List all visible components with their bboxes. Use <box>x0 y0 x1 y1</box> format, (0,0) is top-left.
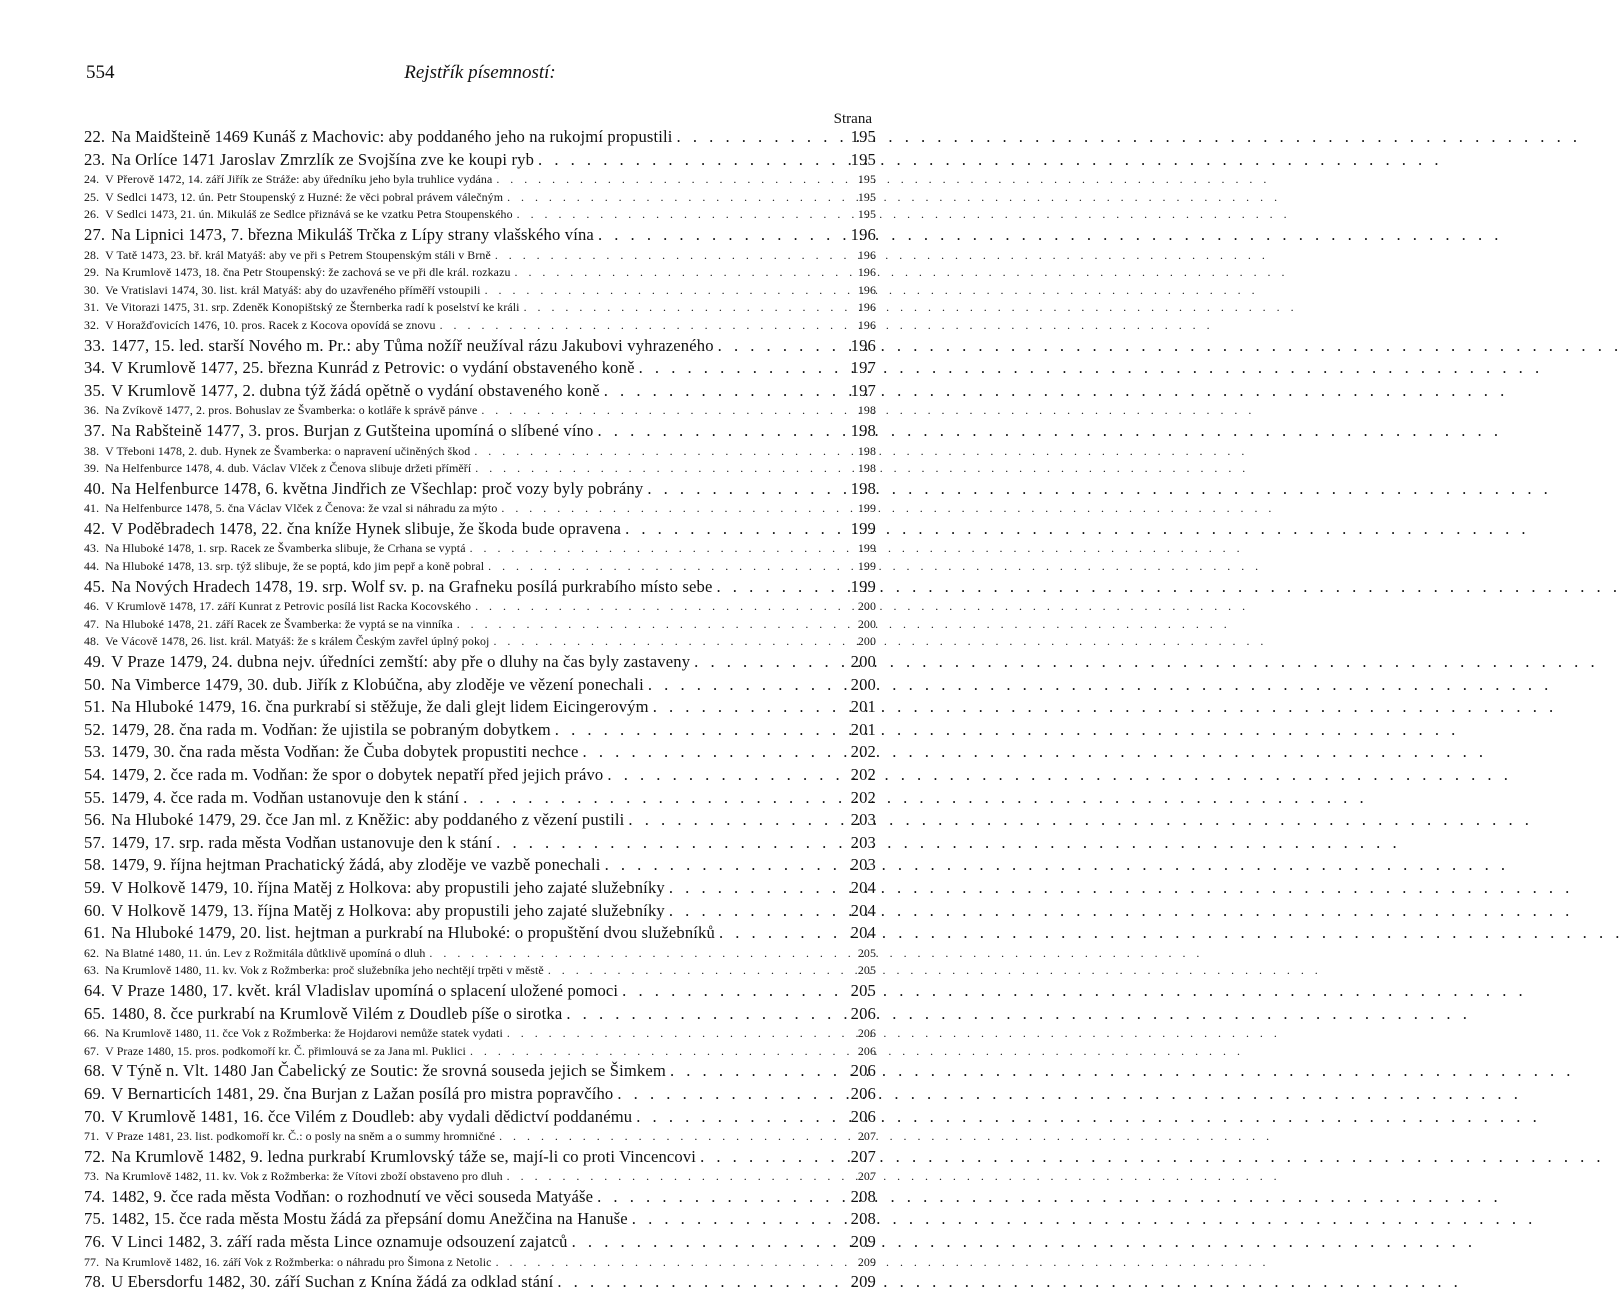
dot-leader <box>601 854 849 877</box>
entry-page: 204 <box>850 900 876 920</box>
entry-number: 70. <box>84 1106 106 1126</box>
entry-page: 198 <box>857 443 876 458</box>
entry-number: 76. <box>84 1232 106 1252</box>
dot-leader <box>594 224 849 247</box>
list-item <box>84 478 876 501</box>
list-item <box>84 633 876 651</box>
entry-number: 77. <box>84 1254 100 1269</box>
list-item <box>84 126 876 149</box>
entry-text: 1479, 30. čna rada města Vodňan: že Čuba dobytek propustiti nechce <box>111 742 579 762</box>
entry-page: 208 <box>850 1209 876 1229</box>
list-item <box>84 357 876 380</box>
list-item <box>84 540 876 558</box>
list-item <box>84 651 876 674</box>
dot-leader <box>603 764 848 787</box>
list-item <box>84 299 876 317</box>
list-item <box>84 832 876 855</box>
entry-text: 1479, 28. čna rada m. Vodňan: že ujistila se pobraným dobytkem <box>111 719 551 739</box>
list-item <box>84 206 876 224</box>
entry-number: 31. <box>84 300 100 315</box>
entry-page: 200 <box>857 634 876 649</box>
dot-leader <box>628 1208 849 1231</box>
dot-leader <box>492 1254 856 1272</box>
entry-text: 1479, 4. čce rada m. Vodňan ustanovuje den k stání <box>111 787 460 807</box>
list-item <box>84 945 876 963</box>
column-heading: Strana <box>833 111 872 127</box>
entry-page: 195 <box>857 207 876 222</box>
list-item <box>84 696 876 719</box>
entry-page: 204 <box>850 923 876 943</box>
entry-number: 26. <box>84 207 100 222</box>
entry-text: Na Maidšteině 1469 Kunáš z Machovic: aby poddaného jeho na rukojmí propustili <box>111 127 673 146</box>
entry-number: 75. <box>84 1209 106 1229</box>
entry-page: 202 <box>850 787 876 807</box>
entry-page: 200 <box>857 599 876 614</box>
entry-text: Na Hluboké 1479, 29. čce Jan ml. z Kněžic: aby poddaného z vězení pustili <box>111 810 625 830</box>
entry-number: 52. <box>84 719 106 739</box>
entry-page: 206 <box>857 1043 876 1058</box>
list-item <box>84 1254 876 1272</box>
entry-text: Na Krumlově 1473, 18. čna Petr Stoupenský: že zachová se ve při dle král. rozkazu <box>105 265 511 280</box>
dot-leader <box>579 741 849 764</box>
entry-page: 202 <box>850 742 876 762</box>
entry-number: 39. <box>84 461 100 476</box>
list-item <box>84 1043 876 1061</box>
entry-text: Na Zvíkově 1477, 2. pros. Bohuslav ze Švamberka: o kotláře k správě pánve <box>105 403 478 418</box>
entry-text: V Přerově 1472, 14. září Jiřík ze Stráže: aby úředníku jeho byla truhlice vydána <box>105 172 493 187</box>
dot-leader <box>632 1106 848 1129</box>
dot-leader <box>613 1083 848 1106</box>
entry-page: 205 <box>857 945 876 960</box>
entry-text: 1477, 15. led. starší Nového m. Pr.: aby Tůma nožíř neužíval rázu Jakubovi vyhrazeného <box>111 335 714 355</box>
list-item <box>84 149 876 172</box>
entry-text: Na Hluboké 1479, 20. list. hejtman a purkrabí na Hluboké: o propuštění dvou služebníků <box>111 923 715 943</box>
entry-number: 55. <box>84 787 106 807</box>
dot-leader <box>497 500 855 518</box>
entry-text: V Bernarticích 1481, 29. čna Burjan z Lažan posílá pro mistra popravčího <box>111 1083 614 1103</box>
entry-page: 195 <box>850 127 876 146</box>
dot-leader <box>534 149 849 172</box>
list-item <box>84 171 876 189</box>
entry-page: 201 <box>850 719 876 739</box>
dot-leader <box>477 402 856 420</box>
dot-leader <box>562 1003 848 1026</box>
list-item <box>84 1271 876 1294</box>
entry-text: Ve Vitorazi 1475, 31. srp. Zdeněk Konopištský ze Šternberka radí k poselství ke králi <box>105 300 520 315</box>
entry-text: 1479, 9. října hejtman Prachatický žádá, aby zloděje ve vazbě ponechali <box>111 855 601 875</box>
dot-leader <box>715 922 849 945</box>
list-item <box>84 402 876 420</box>
entry-number: 42. <box>84 518 106 538</box>
entry-page: 207 <box>857 1129 876 1144</box>
entry-number: 38. <box>84 443 100 458</box>
entry-text: 1482, 9. čce rada města Vodňan: o rozhodnutí ve věci souseda Matyáše <box>111 1186 594 1206</box>
list-item <box>84 1083 876 1106</box>
entry-page: 199 <box>857 501 876 516</box>
entry-text: Na Orlíce 1471 Jaroslav Zmrzlík ze Svojšína zve ke koupi ryb <box>111 149 535 169</box>
entry-number: 65. <box>84 1003 106 1023</box>
entry-number: 45. <box>84 576 106 596</box>
list-item <box>84 616 876 634</box>
entry-text: V Krumlově 1477, 25. března Kunrád z Petrovic: o vydání obstaveného koně <box>111 358 635 378</box>
dot-leader <box>624 809 848 832</box>
entry-page: 200 <box>857 616 876 631</box>
entry-number: 57. <box>84 832 106 852</box>
entry-number: 36. <box>84 403 100 418</box>
entry-number: 46. <box>84 599 100 614</box>
entry-number: 54. <box>84 765 106 784</box>
entry-number: 60. <box>84 900 106 920</box>
entry-page: 205 <box>857 963 876 978</box>
dot-leader <box>453 616 856 634</box>
dot-leader <box>436 317 856 335</box>
list-item <box>84 264 876 282</box>
entry-text: V Sedlci 1473, 12. ún. Petr Stoupenský z Huzné: že věci pobral právem válečným <box>105 189 504 204</box>
list-item <box>84 741 876 764</box>
entry-list <box>84 126 876 1294</box>
entry-text: V Tatě 1473, 23. bř. král Matyáš: aby ve při s Petrem Stoupenským stáli v Brně <box>105 247 491 262</box>
entry-page: 206 <box>850 1106 876 1126</box>
entry-page: 198 <box>850 478 876 498</box>
dot-leader <box>643 478 848 501</box>
entry-number: 33. <box>84 335 106 355</box>
entry-page: 205 <box>850 980 876 1000</box>
entry-number: 49. <box>84 652 106 672</box>
dot-leader <box>714 335 849 358</box>
entry-page: 196 <box>850 224 876 244</box>
entry-page: 196 <box>857 265 876 280</box>
entry-text: Na Krumlově 1482, 16. září Vok z Rožmberka: o náhradu pro Šimona z Netolic <box>105 1254 492 1269</box>
entry-page: 198 <box>857 403 876 418</box>
dot-leader <box>635 357 849 380</box>
entry-text: V Holkově 1479, 10. října Matěj z Holkova: aby propustili jeho zajaté služebníky <box>111 877 665 897</box>
dot-leader <box>551 719 849 742</box>
entry-number: 71. <box>84 1129 100 1144</box>
dot-leader <box>520 299 856 317</box>
entry-page: 196 <box>857 247 876 262</box>
list-item <box>84 877 876 900</box>
entry-number: 58. <box>84 855 106 875</box>
list-item <box>84 1186 876 1209</box>
entry-text: Na Helfenburce 1478, 6. května Jindřich ze Všechlap: proč vozy byly pobrány <box>111 478 644 498</box>
entry-text: Na Hluboké 1478, 21. září Racek ze Švamberka: že vyptá se na vinníka <box>105 616 453 631</box>
dot-leader <box>471 598 856 616</box>
entry-page: 195 <box>857 189 876 204</box>
entry-page: 195 <box>850 149 876 169</box>
entry-text: Na Lipnici 1473, 7. března Mikuláš Trčka z Lípy strany vlašského vína <box>111 224 594 244</box>
entry-number: 69. <box>84 1083 106 1103</box>
list-item <box>84 518 876 541</box>
entry-number: 78. <box>84 1272 106 1292</box>
entry-page: 203 <box>850 832 876 852</box>
list-item <box>84 1208 876 1231</box>
list-item <box>84 787 876 810</box>
dot-leader <box>495 1128 856 1146</box>
dot-leader <box>665 900 849 923</box>
entry-number: 48. <box>84 634 100 649</box>
dot-leader <box>673 126 849 149</box>
dot-leader <box>553 1271 848 1294</box>
dot-leader <box>696 1146 849 1169</box>
dot-leader <box>644 674 849 697</box>
list-item <box>84 719 876 742</box>
entry-number: 59. <box>84 877 106 897</box>
entry-text: Na Vimberce 1479, 30. dub. Jiřík z Klobúčna, aby zloděje ve vězení ponechali <box>111 674 644 694</box>
entry-text: V Horažďovicích 1476, 10. pros. Racek z Kocova opovídá se znovu <box>105 317 436 332</box>
entry-page: 201 <box>850 697 876 717</box>
entry-text: Na Helfenburce 1478, 4. dub. Václav Vlček z Čenova slibuje držeti příměří <box>105 461 472 476</box>
entry-number: 27. <box>84 224 106 244</box>
list-item <box>84 1168 876 1186</box>
dot-leader <box>425 945 855 963</box>
entry-number: 25. <box>84 189 100 204</box>
list-item <box>84 674 876 697</box>
list-item <box>84 189 876 207</box>
entry-page: 199 <box>850 518 876 538</box>
dot-leader <box>621 518 849 541</box>
dot-leader <box>470 443 856 461</box>
entry-page: 209 <box>850 1232 876 1252</box>
entry-page: 202 <box>850 765 876 784</box>
entry-number: 68. <box>84 1061 106 1081</box>
dot-leader <box>484 558 856 576</box>
dot-leader <box>466 1043 856 1061</box>
dot-leader <box>513 206 856 224</box>
entry-page: 195 <box>857 172 876 187</box>
entry-number: 24. <box>84 172 100 187</box>
list-item <box>84 317 876 335</box>
entry-page: 197 <box>850 380 876 400</box>
entry-text: Ve Vratislavi 1474, 30. list. král Matyáš: aby do uzavřeného příměří vstoupili <box>105 282 481 297</box>
list-item <box>84 500 876 518</box>
entry-text: Ve Vácově 1478, 26. list. král. Matyáš: že s králem Českým zavřel úplný pokoj <box>105 634 490 649</box>
dot-leader <box>491 247 856 265</box>
dot-leader <box>600 380 849 403</box>
entry-page: 204 <box>850 877 876 897</box>
entry-text: U Ebersdorfu 1482, 30. září Suchan z Knína žádá za odklad stání <box>111 1272 554 1292</box>
entry-text: V Praze 1480, 17. květ. král Vladislav upomíná o splacení uložené pomoci <box>111 980 619 1000</box>
entry-page: 209 <box>857 1254 876 1269</box>
entry-text: V Praze 1479, 24. dubna nejv. úředníci zemští: aby pře o dluhy na čas byly zastaveny <box>111 652 691 672</box>
entry-text: 1482, 15. čce rada města Mostu žádá za přepsání domu Anežčina na Hanuše <box>111 1209 628 1229</box>
entry-number: 63. <box>84 963 100 978</box>
entry-text: V Krumlově 1478, 17. září Kunrat z Petrovic posílá list Racka Kocovského <box>105 599 472 614</box>
dot-leader <box>618 980 848 1003</box>
entry-text: Na Krumlově 1482, 11. kv. Vok z Rožmberka: že Vítovi zboží obstaveno pro dluh <box>105 1169 503 1184</box>
entry-page: 206 <box>850 1003 876 1023</box>
entry-page: 200 <box>850 674 876 694</box>
entry-number: 32. <box>84 317 100 332</box>
entry-page: 199 <box>857 559 876 574</box>
entry-text: V Třeboni 1478, 2. dub. Hynek ze Švamberka: o napravení učiněných škod <box>105 443 471 458</box>
list-item <box>84 1106 876 1129</box>
entry-page: 206 <box>850 1061 876 1081</box>
list-item <box>84 335 876 358</box>
entry-page: 196 <box>857 282 876 297</box>
entry-page: 196 <box>850 335 876 355</box>
entry-text: V Krumlově 1481, 16. čce Vilém z Doudleb: aby vydali dědictví poddanému <box>111 1106 633 1126</box>
entry-number: 23. <box>84 149 106 169</box>
dot-leader <box>492 171 856 189</box>
entry-number: 43. <box>84 541 100 556</box>
entry-page: 203 <box>850 810 876 830</box>
entry-page: 196 <box>857 300 876 315</box>
entry-page: 198 <box>857 461 876 476</box>
entry-text: V Sedlci 1473, 21. ún. Mikuláš ze Sedlce přiznává se ke vzatku Petra Stoupenského <box>105 207 513 222</box>
entry-page: 197 <box>850 358 876 378</box>
list-item <box>84 576 876 599</box>
list-item <box>84 460 876 478</box>
entry-number: 66. <box>84 1026 100 1041</box>
list-item <box>84 282 876 300</box>
entry-page: 206 <box>850 1083 876 1103</box>
entry-page: 200 <box>850 652 876 672</box>
list-item <box>84 809 876 832</box>
entry-number: 72. <box>84 1146 106 1166</box>
list-item <box>84 900 876 923</box>
entry-page: 199 <box>850 576 876 596</box>
entry-text: V Poděbradech 1478, 22. čna kníže Hynek slibuje, že škoda bude opravena <box>111 518 622 538</box>
dot-leader <box>459 787 849 810</box>
dot-leader <box>593 1186 849 1209</box>
dot-leader <box>690 651 849 674</box>
list-item <box>84 380 876 403</box>
list-item <box>84 1025 876 1043</box>
entry-text: V Praze 1481, 23. list. podkomoří kr. Č.: o posly na sněm a o summy hromničné <box>105 1129 496 1144</box>
dot-leader <box>593 420 848 443</box>
list-item <box>84 1231 876 1254</box>
list-item <box>84 980 876 1003</box>
entry-number: 61. <box>84 923 106 943</box>
entry-text: V Krumlově 1477, 2. dubna týž žádá opětně o vydání obstaveného koně <box>111 380 600 400</box>
entry-number: 67. <box>84 1043 100 1058</box>
entry-number: 37. <box>84 420 106 440</box>
dot-leader <box>503 1025 856 1043</box>
dot-leader <box>489 633 855 651</box>
entry-number: 34. <box>84 358 106 378</box>
dot-leader <box>649 696 849 719</box>
list-item <box>84 420 876 443</box>
dot-leader <box>665 877 849 900</box>
entry-text: V Holkově 1479, 13. října Matěj z Holkova: aby propustili jeho zajaté služebníky <box>111 900 665 920</box>
list-item <box>84 558 876 576</box>
entry-text: Na Helfenburce 1478, 5. čna Václav Vlček z Čenova: že vzal si náhradu za mýto <box>105 501 498 516</box>
entry-text: Na Krumlově 1480, 11. kv. Vok z Rožmberka: proč služebníka jeho nechtějí trpěti v městě <box>105 963 544 978</box>
list-item <box>84 764 876 787</box>
dot-leader <box>503 1168 856 1186</box>
entry-text: Na Hluboké 1479, 16. čna purkrabí si stěžuje, že dali glejt lidem Eicingerovým <box>111 697 649 717</box>
entry-page: 206 <box>857 1026 876 1041</box>
entry-number: 53. <box>84 742 106 762</box>
entry-number: 40. <box>84 478 106 498</box>
entry-text: 1480, 8. čce purkrabí na Krumlově Vilém z Doudleb píše o sirotka <box>111 1003 563 1023</box>
dot-leader <box>503 189 856 207</box>
entry-text: Na Blatné 1480, 11. ún. Lev z Rožmitála důtklivě upomíná o dluh <box>105 945 426 960</box>
entry-text: Na Krumlově 1482, 9. ledna purkrabí Krumlovský táže se, mají-li co proti Vincencovi <box>111 1146 697 1166</box>
entry-number: 41. <box>84 501 100 516</box>
entry-text: Na Hluboké 1478, 13. srp. týž slibuje, že se poptá, kdo jim pepř a koně pobral <box>105 559 485 574</box>
dot-leader <box>492 832 849 855</box>
list-item <box>84 922 876 945</box>
entry-text: Na Krumlově 1480, 11. čce Vok z Rožmberka: že Hojdarovi nemůže statek vydati <box>105 1026 503 1041</box>
dot-leader <box>713 576 849 599</box>
entry-text: 1479, 2. čce rada m. Vodňan: že spor o dobytek nepatří před jejich právo <box>111 765 604 784</box>
entry-number: 74. <box>84 1186 106 1206</box>
entry-text: V Linci 1482, 3. září rada města Lince oznamuje odsouzení zajatců <box>111 1232 568 1252</box>
entry-number: 28. <box>84 247 100 262</box>
entry-number: 22. <box>84 127 106 146</box>
entry-number: 73. <box>84 1169 100 1184</box>
dot-leader <box>666 1060 849 1083</box>
entry-number: 35. <box>84 380 106 400</box>
entry-number: 30. <box>84 282 100 297</box>
entry-text: Na Rabšteině 1477, 3. pros. Burjan z Gutšteina upomíná o slíbené víno <box>111 420 594 440</box>
entry-number: 50. <box>84 674 106 694</box>
entry-number: 64. <box>84 980 106 1000</box>
dot-leader <box>471 460 856 478</box>
entry-text: Na Nových Hradech 1478, 19. srp. Wolf sv. p. na Grafneku posílá purkrabího místo sebe <box>111 576 713 596</box>
running-title: Rejstřík písemností: <box>404 62 556 83</box>
entry-page: 196 <box>857 317 876 332</box>
dot-leader <box>511 264 856 282</box>
entry-number: 56. <box>84 810 106 830</box>
page-number: 554 <box>86 62 115 83</box>
list-item <box>84 224 876 247</box>
entry-number: 62. <box>84 945 100 960</box>
entry-text: V Praze 1480, 15. pros. podkomoří kr. Č. přimlouvá se za Jana ml. Puklici <box>105 1043 466 1058</box>
dot-leader <box>481 282 856 300</box>
entry-text: Na Hluboké 1478, 1. srp. Racek ze Švamberka slibuje, že Crhana se vyptá <box>105 541 466 556</box>
entry-page: 198 <box>850 420 876 440</box>
list-item <box>84 443 876 461</box>
entry-page: 207 <box>857 1169 876 1184</box>
list-item <box>84 1128 876 1146</box>
entry-text: V Týně n. Vlt. 1480 Jan Čabelický ze Soutic: že srovná souseda jejich se Šimkem <box>111 1061 666 1081</box>
entry-text: 1479, 17. srp. rada města Vodňan ustanovuje den k stání <box>111 832 493 852</box>
dot-leader <box>544 962 856 980</box>
entry-page: 207 <box>850 1146 876 1166</box>
entry-page: 208 <box>850 1186 876 1206</box>
entry-page: 199 <box>857 541 876 556</box>
entry-number: 29. <box>84 265 100 280</box>
list-item <box>84 247 876 265</box>
dot-leader <box>568 1231 849 1254</box>
list-item <box>84 598 876 616</box>
list-item <box>84 962 876 980</box>
list-item <box>84 854 876 877</box>
entry-page: 203 <box>850 855 876 875</box>
dot-leader <box>466 540 856 558</box>
list-item <box>84 1146 876 1169</box>
list-item <box>84 1003 876 1026</box>
entry-page: 209 <box>850 1272 876 1292</box>
entry-number: 44. <box>84 559 100 574</box>
entry-number: 51. <box>84 697 106 717</box>
entry-number: 47. <box>84 616 100 631</box>
list-item <box>84 1060 876 1083</box>
